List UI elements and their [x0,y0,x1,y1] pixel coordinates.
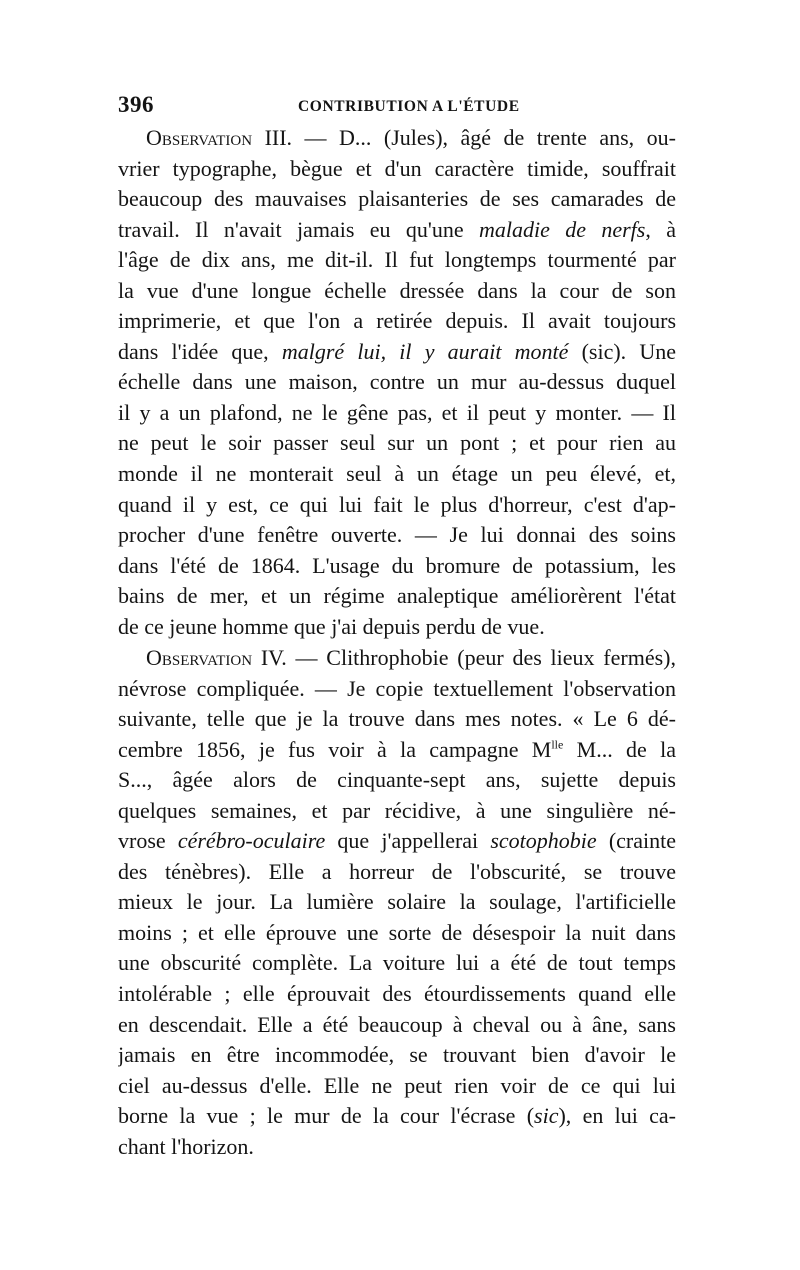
text-line: quelques semaines, et par récidive, à une singulière né- [118,797,676,823]
text-line: dans l'été de 1864. L'usage du bromure de potassium, les [118,552,676,578]
text-line: dans l'idée que, malgré lui, il y aurait monté (sic). Une [118,338,676,364]
text-line: vrose cérébro-oculaire que j'appellerai scotophobie (crainte [118,828,676,854]
text-line: jamais en être incommodée, se trouvant bien d'avoir le [118,1042,676,1068]
observation-heading: Observation III. [146,125,293,150]
italic-phrase: malgré lui, il y aurait monté [281,338,569,364]
text-line: la vue d'une longue échelle dressée dans la cour de son [118,277,676,303]
text-line: Observation IV. — Clithrophobie (peur des lieux fermés), [146,645,676,670]
italic-phrase: scotophobie [490,828,597,854]
italic-phrase: sic [534,1103,559,1129]
text-line: borne la vue ; le mur de la cour l'écrase (sic), en lui ca- [118,1103,676,1129]
observation-heading: Observation IV. [146,645,287,670]
text-line: vrier typographe, bègue et d'un caractère timide, souffrait [118,155,676,181]
text-line: travail. Il n'avait jamais eu qu'une maladie de nerfs, à [118,216,676,242]
text-line: monde il ne monterait seul à un étage un peu élevé, et, [118,461,676,487]
running-head: CONTRIBUTION A L'ÉTUDE [298,98,520,115]
text-line: des ténèbres). Elle a horreur de l'obscurité, se trouve [118,858,676,884]
text-line: imprimerie, et que l'on a retirée depuis. Il avait toujours [118,308,676,334]
text-line: en descendait. Elle a été beaucoup à cheval ou à âne, sans [118,1011,676,1037]
text-line: il y a un plafond, ne le gêne pas, et il peut y monter. — Il [118,399,676,425]
observation-4-paragraph [118,643,676,1162]
text-line: échelle dans une maison, contre un mur au-dessus duquel [118,369,676,395]
text-line: quand il y est, ce qui lui fait le plus d'horreur, c'est d'ap- [118,491,676,517]
text-line: bains de mer, et un régime analeptique améliorèrent l'état [118,583,676,609]
page-header [118,92,678,118]
page-number: 396 [118,92,154,117]
text-line: moins ; et elle éprouve une sorte de désespoir la nuit dans [118,919,676,945]
text-line: l'âge de dix ans, me dit-il. Il fut longtemps tourmenté par [118,247,676,273]
text-line: ne peut le soir passer seul sur un pont ; et pour rien au [118,430,676,456]
text-line: beaucoup des mauvaises plaisanteries de ses camarades de [118,186,676,212]
italic-phrase: maladie de nerfs [478,216,646,242]
text-line: procher d'une fenêtre ouverte. — Je lui donnai des soins [118,522,676,548]
text-line: mieux le jour. La lumière solaire la soulage, l'artificielle [118,889,676,915]
text-line: chant l'horizon. [118,1133,254,1159]
superscript: lle [551,737,564,752]
text-line: suivante, telle que je la trouve dans mes notes. « Le 6 dé- [118,706,676,732]
text-line: Observation III. — D... (Jules), âgé de trente ans, ou- [146,125,676,150]
text-line: de ce jeune homme que j'ai depuis perdu de vue. [118,613,545,639]
text-line: ciel au-dessus d'elle. Elle ne peut rien voir de ce qui lui [118,1072,676,1098]
observation-3-paragraph [118,123,676,642]
text-line: cembre 1856, je fus voir à la campagne $M^{lle}$ M... de la [118,736,676,762]
text-line: intolérable ; elle éprouvait des étourdissements quand elle [118,981,676,1007]
text-line: S..., âgée alors de cinquante-sept ans, sujette depuis [118,767,676,793]
text-line: névrose compliquée. — Je copie textuellement l'observation [118,675,676,701]
text-line: une obscurité complète. La voiture lui a été de tout temps [118,950,676,976]
italic-phrase: cérébro-oculaire [177,828,326,854]
